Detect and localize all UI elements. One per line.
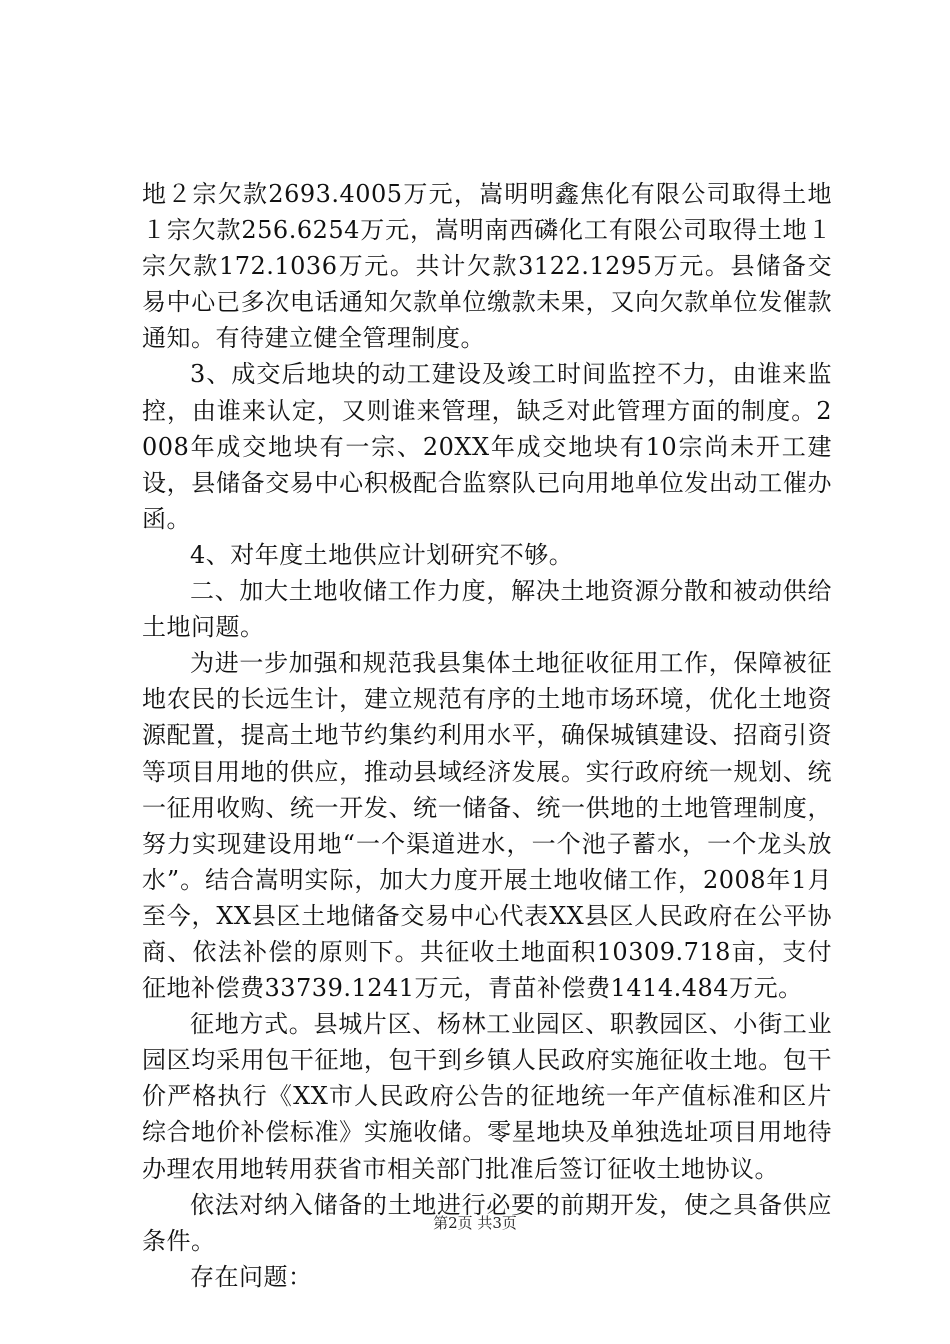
document-body	[142, 176, 832, 1295]
paragraph-existing-problems: 存在问题：	[190, 1262, 313, 1291]
paragraph-preliminary-development: 依法对纳入储备的土地进行必要的前期开发，使之具备供应条件。	[142, 1190, 832, 1255]
paragraph-acquisition-method: 征地方式。县城片区、杨林工业园区、职教园区、小街工业园区均采用包干征地，包干到乡镇人民政府实施征收土地。包干价严格执行《XX市人民政府公告的征地统一年产值标准和区片综合地价补偿标准》实施收储。零星地块及单独选址项目用地待办理农用地转用获省市相关部门批准后签订征收土地协议。	[142, 1010, 832, 1183]
paragraph-debt-details: 地２宗欠款2693.4005万元，嵩明明鑫焦化有限公司取得土地１宗欠款256.6254万元，嵩明南西磷化工有限公司取得土地１宗欠款172.1036万元。共计欠款3122.1295万元。县储备交易中心已多次电话通知欠款单位缴款未果，又向欠款单位发催款通知。有待建立健全管理制度。	[142, 180, 832, 353]
paragraph-land-acquisition: 为进一步加强和规范我县集体土地征收征用工作，保障被征地农民的长远生计，建立规范有序的土地市场环境，优化土地资源配置，提高土地节约集约利用水平，确保城镇建设、招商引资等项目用地的供应，推动县域经济发展。实行政府统一规划、统一征用收购、统一开发、统一储备、统一供地的土地管理制度，努力实现建设用地“一个渠道进水，一个池子蓄水，一个龙头放水”。结合嵩明实际，加大力度开展土地收储工作，2008年1月至今，XX县区土地储备交易中心代表XX县区人民政府在公平协商、依法补偿的原则下。共征收土地面积10309.718亩，支付征地补偿费33739.1241万元，青苗补偿费1414.484万元。	[142, 649, 832, 1003]
page-footer: 第2页 共3页	[433, 1214, 517, 1232]
paragraph-issue-3: 3、成交后地块的动工建设及竣工时间监控不力，由谁来监控，由谁来认定，又则谁来管理，缺乏对此管理方面的制度。2008年成交地块有一宗、20XX年成交地块有10宗尚未开工建设，县储备交易中心积极配合监察队已向用地单位发出动工催办函。	[142, 360, 832, 533]
paragraph-issue-4: 4、对年度土地供应计划研究不够。	[190, 540, 574, 569]
section-heading-2: 二、加大土地收储工作力度，解决土地资源分散和被动供给土地问题。	[142, 577, 832, 642]
